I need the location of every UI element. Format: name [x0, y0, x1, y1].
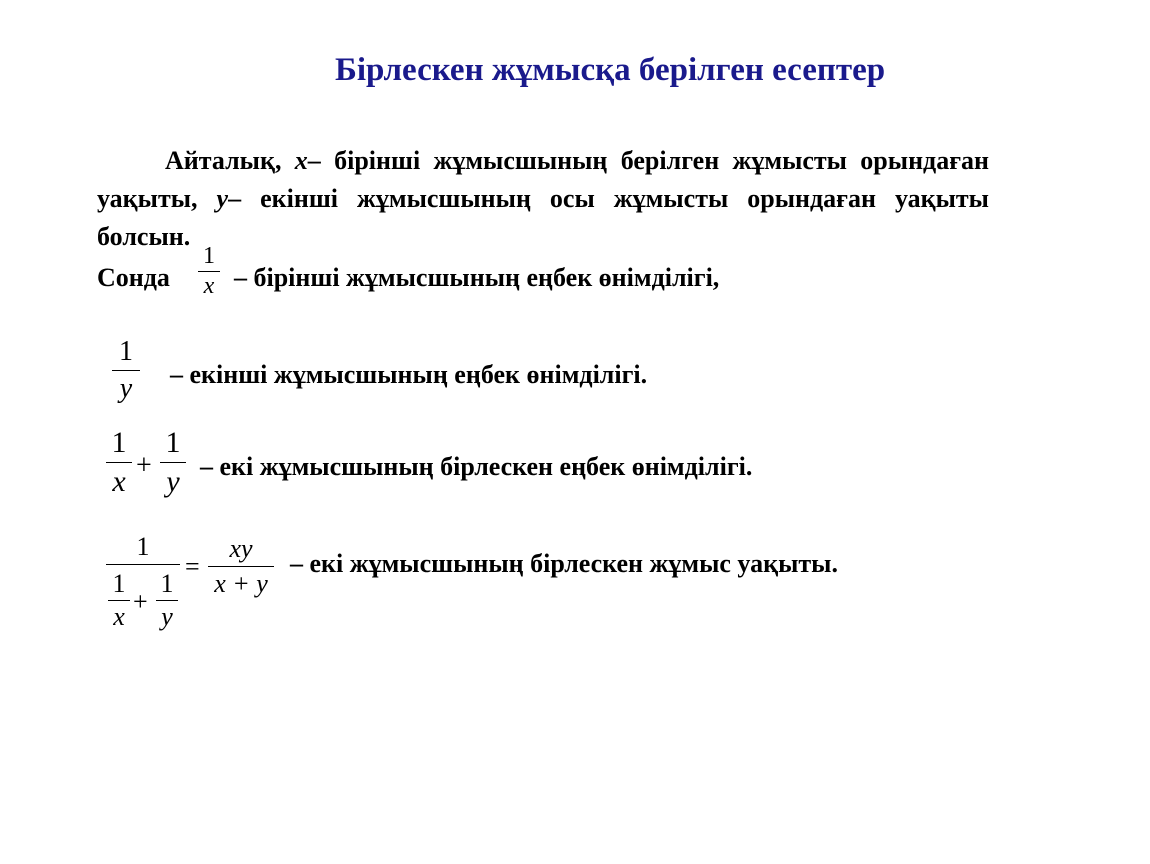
- numerator: 1: [203, 243, 215, 269]
- fraction-1-over-x: [198, 244, 220, 298]
- compound-fraction: [106, 534, 180, 643]
- numerator: 1: [165, 426, 181, 459]
- fraction-bar: [208, 566, 274, 567]
- fraction-xy-over-x-plus-y: [208, 536, 274, 597]
- inner-fraction-x: [108, 571, 130, 630]
- denominator: y: [166, 465, 180, 498]
- numerator: 1: [160, 569, 174, 598]
- fraction-bar: [106, 462, 132, 463]
- fraction-bar: [160, 462, 186, 463]
- numerator: 1: [136, 532, 150, 561]
- intro-paragraph: [97, 142, 989, 256]
- line3-text: – екі жұмысшының бірлескен еңбек өнімділігі.: [200, 452, 753, 481]
- fraction-1-over-y: [112, 338, 140, 403]
- fraction-1-over-x-sum: [106, 428, 132, 497]
- plus-sign: +: [136, 450, 152, 481]
- denominator: x: [112, 465, 126, 498]
- var-y: y: [216, 184, 229, 213]
- numerator: xy: [229, 534, 253, 563]
- intro-lead: Айталық,: [165, 146, 282, 175]
- fraction-bar: [198, 271, 220, 272]
- denominator: x + y: [214, 569, 268, 598]
- var-x: x: [294, 146, 308, 175]
- intro-x-text: – бірінші жұмысшының берілген жұмысты орындаған уақыты,: [97, 146, 989, 213]
- line1-prefix: Сонда: [97, 263, 170, 292]
- fraction-bar: [106, 564, 180, 565]
- numerator: 1: [112, 569, 126, 598]
- denominator: y: [161, 602, 173, 631]
- denominator: y: [119, 373, 133, 404]
- fraction-1-over-y-sum: [160, 428, 186, 497]
- line2-text: – екінші жұмысшының еңбек өнімділігі.: [170, 360, 648, 389]
- fraction-bar: [108, 600, 130, 601]
- denominator: x: [203, 273, 215, 299]
- compound-denominator: [106, 571, 180, 643]
- line1-text: – бірінші жұмысшының еңбек өнімділігі,: [234, 263, 720, 292]
- intro-y-text: – екінші жұмысшының осы жұмысты орындаған уақыты болсын.: [97, 184, 989, 251]
- slide-title: Бірлескен жұмысқа берілген есептер: [335, 52, 886, 88]
- fraction-bar: [112, 370, 140, 371]
- inner-fraction-y: [156, 571, 178, 630]
- fraction-bar: [156, 600, 178, 601]
- numerator: 1: [119, 336, 133, 367]
- line4-text: – екі жұмысшының бірлескен жұмыс уақыты.: [290, 549, 838, 578]
- denominator: x: [113, 602, 125, 631]
- numerator: 1: [111, 426, 127, 459]
- plus-sign: +: [133, 587, 148, 616]
- equals-sign: =: [185, 552, 200, 581]
